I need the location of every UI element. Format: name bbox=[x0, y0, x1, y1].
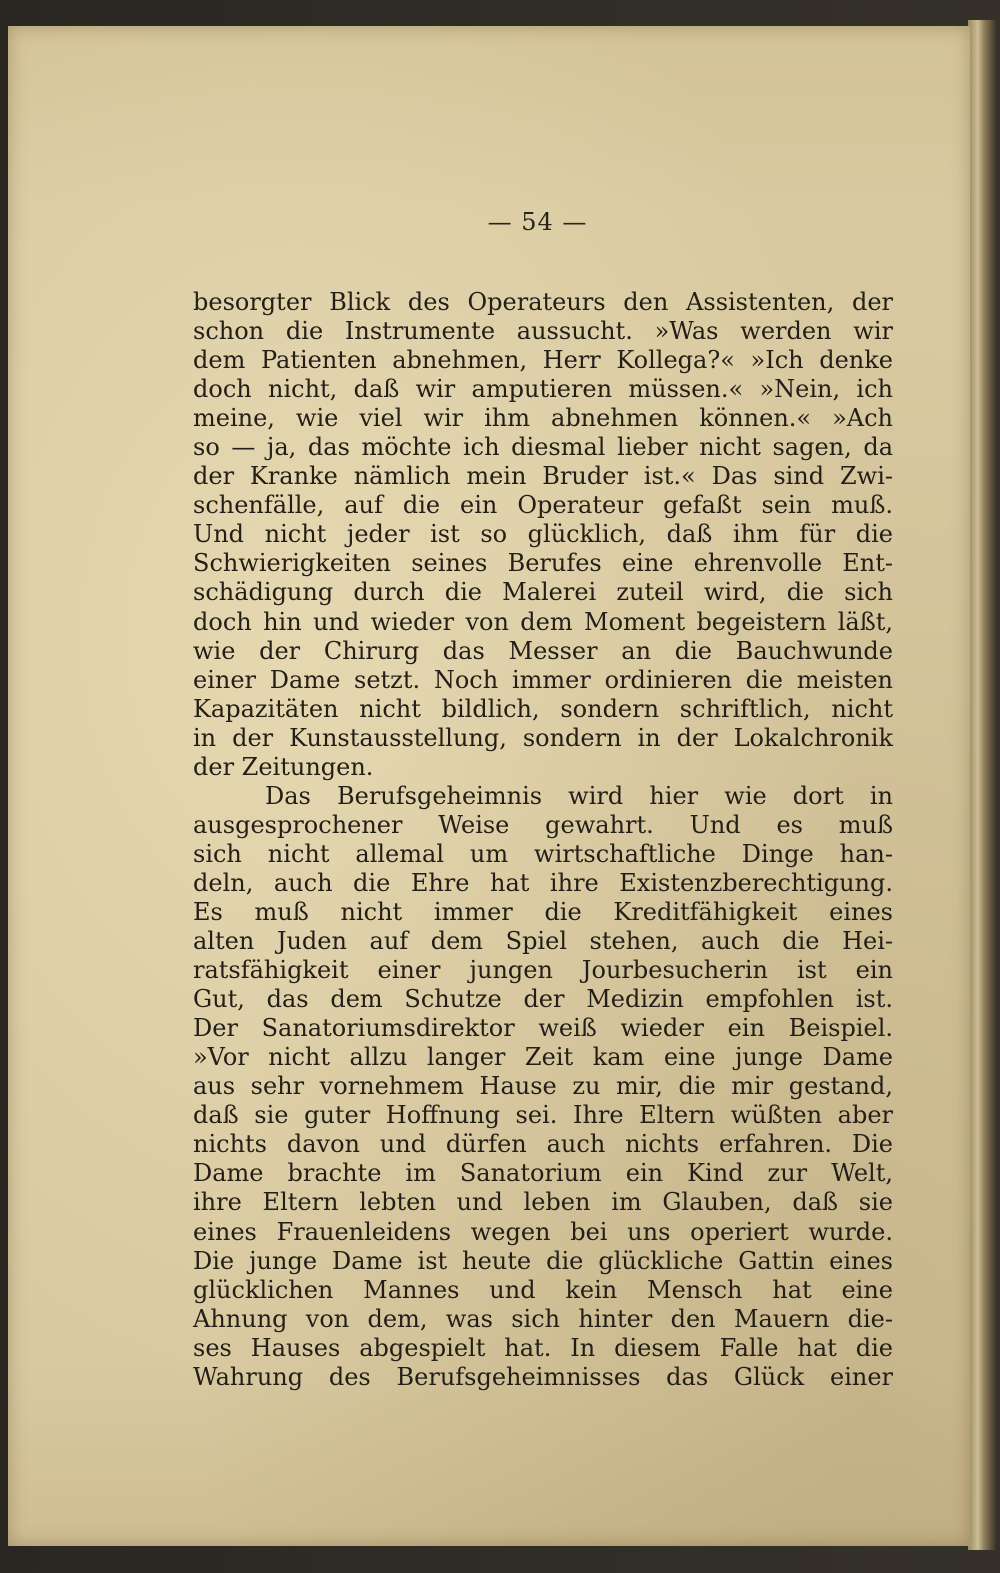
text-line: Es muß nicht immer die Kreditfähigkeit eines bbox=[193, 897, 893, 926]
text-line: eines Frauenleidens wegen bei uns operiert wurde. bbox=[193, 1217, 893, 1246]
text-line: Die junge Dame ist heute die glückliche Gattin eines bbox=[193, 1246, 893, 1275]
text-line: so — ja, das möchte ich diesmal lieber nicht sagen, da bbox=[193, 433, 893, 462]
text-line: in der Kunstausstellung, sondern in der Lokalchronik bbox=[193, 723, 893, 752]
text-line: dem Patienten abnehmen, Herr Kollega?« »Ich denke bbox=[193, 346, 893, 375]
text-line: besorgter Blick des Operateurs den Assistenten, der bbox=[193, 288, 893, 316]
page-number: — 54 — bbox=[487, 208, 588, 236]
text-line: nichts davon und dürfen auch nichts erfahren. Die bbox=[193, 1130, 893, 1159]
text-line: Und nicht jeder ist so glücklich, daß ihm für die bbox=[193, 520, 893, 549]
text-line: Gut, das dem Schutze der Medizin empfohlen ist. bbox=[193, 985, 893, 1014]
text-line: schenfälle, auf die ein Operateur gefaßt sein muß. bbox=[193, 491, 893, 520]
text-line: Ahnung von dem, was sich hinter den Mauern die- bbox=[193, 1304, 893, 1333]
text-line: Schwierigkeiten seines Berufes eine ehrenvolle Ent- bbox=[193, 549, 893, 578]
text-line: ausgesprochener Weise gewahrt. Und es muß bbox=[193, 810, 893, 839]
text-line: meine, wie viel wir ihm abnehmen können.« »Ach bbox=[193, 404, 893, 433]
text-line: alten Juden auf dem Spiel stehen, auch die Hei- bbox=[193, 927, 893, 956]
text-line: Dame brachte im Sanatorium ein Kind zur Welt, bbox=[193, 1159, 893, 1188]
text-line: doch hin und wieder von dem Moment begeistern läßt, bbox=[193, 607, 893, 636]
text-line: Wahrung des Berufsgeheimnisses das Glück einer bbox=[193, 1362, 893, 1391]
body-text bbox=[193, 288, 893, 1392]
text-line: daß sie guter Hoffnung sei. Ihre Eltern wüßten aber bbox=[193, 1101, 893, 1130]
text-line: Der Sanatoriumsdirektor weiß wieder ein Beispiel. bbox=[193, 1014, 893, 1043]
text-line: einer Dame setzt. Noch immer ordinieren die meisten bbox=[193, 665, 893, 694]
text-line: ihre Eltern lebten und leben im Glauben, daß sie bbox=[193, 1188, 893, 1217]
text-line: ratsfähigkeit einer jungen Jourbesucherin ist ein bbox=[193, 956, 893, 985]
text-line: sich nicht allemal um wirtschaftliche Dinge han- bbox=[193, 839, 893, 868]
page-edge bbox=[968, 20, 996, 1550]
text-line: aus sehr vornehmem Hause zu mir, die mir gestand, bbox=[193, 1072, 893, 1101]
text-line: der Kranke nämlich mein Bruder ist.« Das sind Zwi- bbox=[193, 462, 893, 491]
text-line: der Zeitungen. bbox=[193, 752, 374, 781]
text-line: glücklichen Mannes und kein Mensch hat eine bbox=[193, 1275, 893, 1304]
text-line: Das Berufsgeheimnis wird hier wie dort in bbox=[265, 781, 893, 810]
text-line: ses Hauses abgespielt hat. In diesem Falle hat die bbox=[193, 1333, 893, 1362]
text-line: doch nicht, daß wir amputieren müssen.« »Nein, ich bbox=[193, 375, 893, 404]
text-line: »Vor nicht allzu langer Zeit kam eine junge Dame bbox=[193, 1043, 893, 1072]
text-line: schädigung durch die Malerei zuteil wird, die sich bbox=[193, 578, 893, 607]
text-line: deln, auch die Ehre hat ihre Existenzberechtigung. bbox=[193, 868, 893, 897]
text-line: schon die Instrumente aussucht. »Was werden wir bbox=[193, 317, 893, 346]
text-line: Kapazitäten nicht bildlich, sondern schriftlich, nicht bbox=[193, 694, 893, 723]
text-line: wie der Chirurg das Messer an die Bauchwunde bbox=[193, 636, 893, 665]
